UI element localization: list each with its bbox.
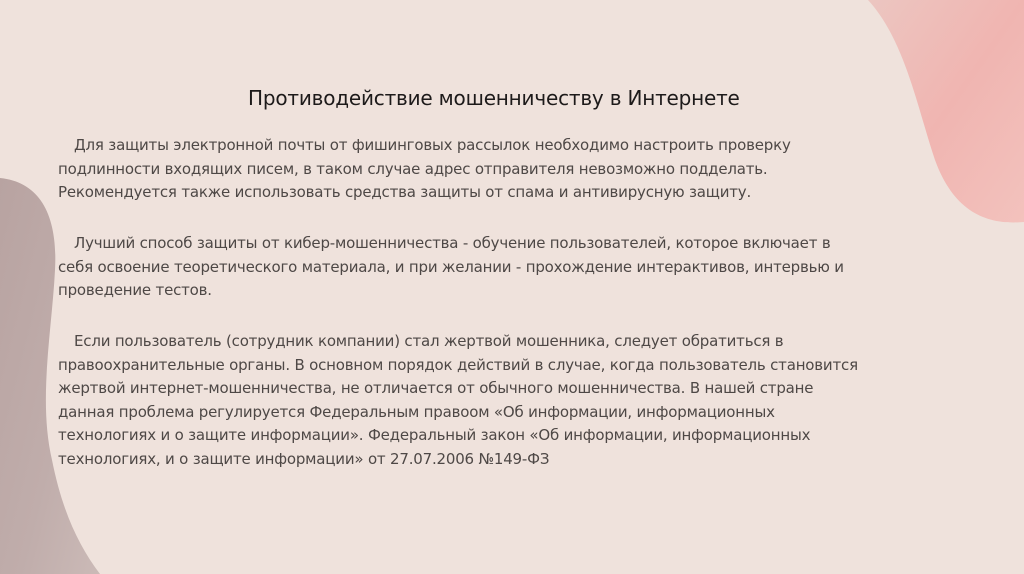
paragraph-line: Рекомендуется также использовать средства защиты от спама и антивирусную защиту. bbox=[58, 183, 752, 201]
paragraph-line: технологиях, и о защите информации» от 27.07.2006 №149-ФЗ bbox=[58, 449, 550, 468]
paragraph-line: данная проблема регулируется Федеральным правоом «Об информации, информационных bbox=[58, 402, 775, 421]
slide-title: Противодействие мошенничеству в Интернете bbox=[248, 86, 740, 110]
paragraph-email-protection bbox=[58, 134, 918, 205]
paragraph-line: себя освоение теоретического материала, и при желании - прохождение интерактивов, интервью и bbox=[58, 257, 844, 276]
paragraph-line: правоохранительные органы. В основном порядок действий в случае, когда пользователь становится bbox=[58, 355, 858, 374]
paragraph-legal-actions bbox=[58, 330, 918, 471]
paragraph-line: Для защиты электронной почты от фишинговых рассылок необходимо настроить проверку bbox=[74, 136, 791, 154]
paragraph-line: Лучший способ защиты от кибер-мошенничества - обучение пользователей, которое включает в bbox=[74, 234, 831, 252]
paragraph-line: подлинности входящих писем, в таком случае адрес отправителя невозможно подделать. bbox=[58, 159, 768, 178]
paragraph-line: жертвой интернет-мошенничества, не отличается от обычного мошенничества. В нашей стране bbox=[58, 379, 814, 397]
paragraph-line: Если пользователь (сотрудник компании) стал жертвой мошенника, следует обратиться в bbox=[74, 332, 784, 350]
paragraph-user-training bbox=[58, 232, 918, 303]
paragraph-line: технологиях и о защите информации». Федеральный закон «Об информации, информационных bbox=[58, 426, 811, 444]
paragraph-line: проведение тестов. bbox=[58, 281, 212, 299]
